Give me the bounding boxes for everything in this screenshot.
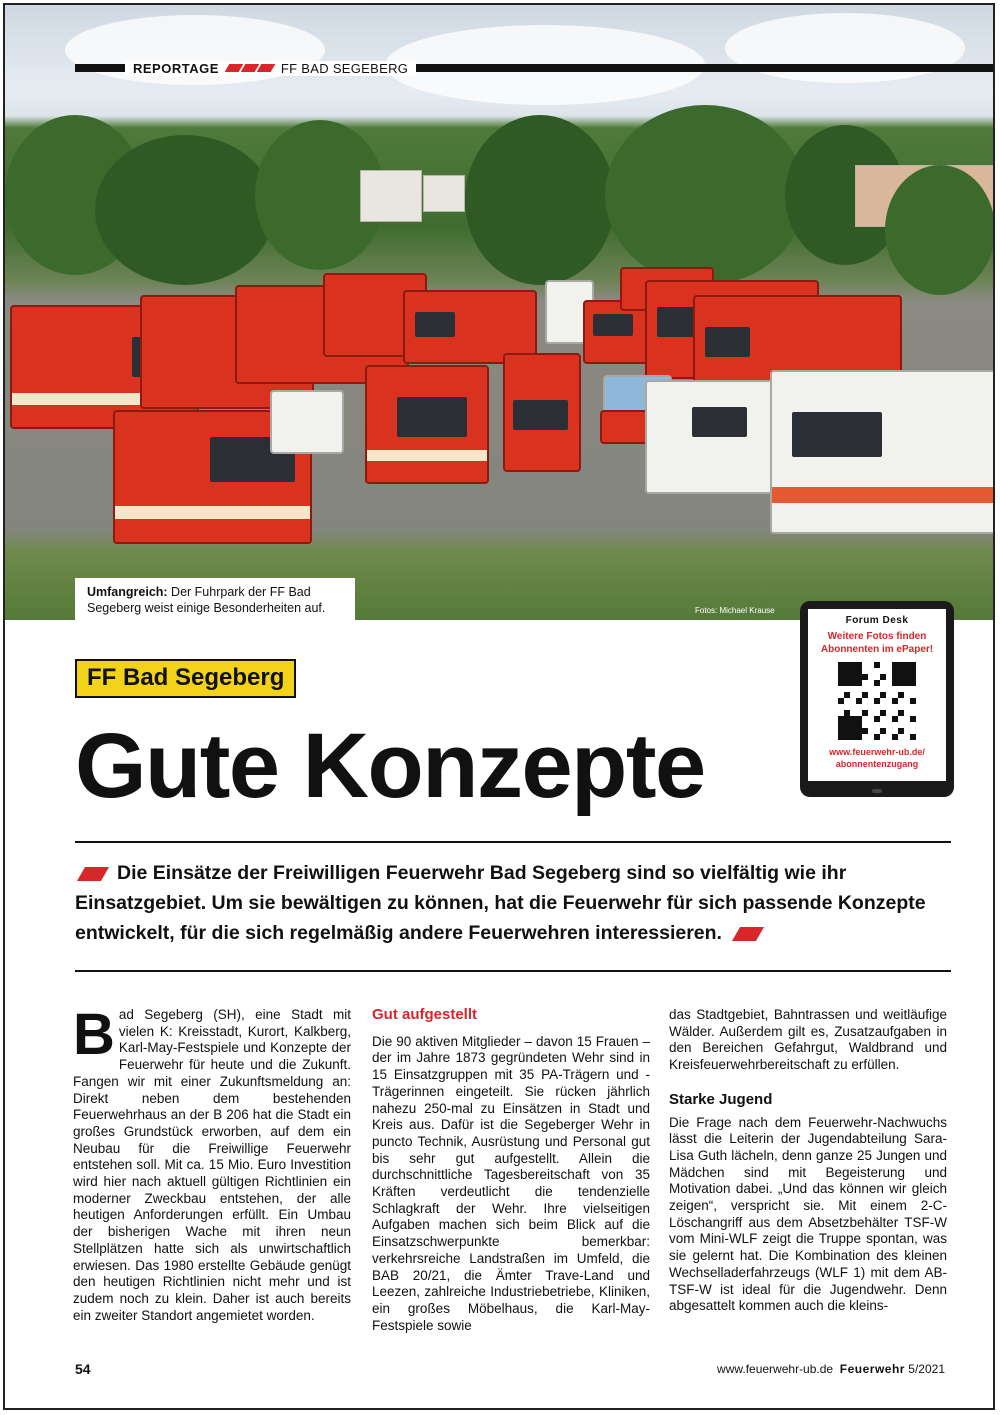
- footer-url[interactable]: www.feuerwehr-ub.de: [717, 1362, 834, 1376]
- qr-code-icon[interactable]: [838, 662, 916, 740]
- drop-cap: B: [73, 1002, 115, 1067]
- forum-desk-tablet: [800, 601, 954, 797]
- photo-credit: Fotos: Michael Krause: [695, 606, 775, 615]
- forum-desk-url2[interactable]: abonnentenzugang: [835, 759, 919, 769]
- section-header: [75, 60, 993, 76]
- column-3: [669, 1007, 947, 1315]
- column-2: [372, 1007, 650, 1334]
- photo-caption: [75, 578, 355, 622]
- section-label: REPORTAGE: [125, 61, 227, 76]
- magazine-page: [3, 3, 995, 1410]
- lead-end-mark-icon: [732, 927, 764, 941]
- article-title: Gute Konzepte: [75, 715, 705, 817]
- header-bar-left: [75, 64, 125, 72]
- fleet-photo: [5, 5, 995, 620]
- tablet-screen: [808, 609, 946, 781]
- rule-top: [75, 841, 951, 843]
- forum-desk-line2: Abonnenten im ePaper!: [820, 644, 934, 655]
- issue-number: 5/2021: [908, 1362, 945, 1376]
- forum-desk-line1: Weitere Fotos finden: [827, 631, 927, 642]
- caption-lead: Umfangreich:: [87, 585, 168, 599]
- rule-bottom: [75, 970, 951, 972]
- lead-paragraph: [75, 858, 951, 948]
- magazine-name: Feuerwehr: [839, 1362, 905, 1376]
- forum-desk-url1[interactable]: www.feuerwehr-ub.de/: [829, 747, 925, 757]
- heading-starke-jugend: Starke Jugend: [669, 1090, 773, 1108]
- caption-text: Der Fuhrpark der FF Bad Segeberg weist einige Besonderheiten auf.: [87, 585, 326, 615]
- forum-desk-title: Forum Desk: [845, 615, 909, 626]
- heading-gut-aufgestellt: Gut aufgestellt: [372, 1006, 478, 1023]
- tablet-home-button: [872, 789, 882, 793]
- subsection-label: FF BAD SEGEBERG: [273, 61, 416, 76]
- lead-text: Die Einsätze der Freiwilligen Feuerwehr Bad Segeberg sind so vielfältig wie ihr Einsatzgebiet. Um sie bewältigen zu können, hat die Feuerwehr für sich passende Konzepte entwickelt, für die sich regelmäßig andere Feuerwehren interessieren.: [75, 862, 926, 944]
- footer-info: [717, 1362, 945, 1376]
- lead-start-mark-icon: [77, 867, 109, 881]
- column-3-text-2: Die Frage nach dem Feuerwehr-Nachwuchs lässt die Leiterin der Jugendabteilung Sara-Lisa Guth lächeln, denn ganze 25 Jungen und Mädchen sind mit Begeisterung und Motivation dabei. „Und das können wir gleich zeigen“, verspricht sie. Mit einem 2-C-Löschangriff aus dem Absetzbehälter TSF-W vom Mini-WLF zeigt die Truppe spontan, was sie gelernt hat. Die Kombination des kleinen Wechselladerfahrzeugs (WLF 1) mit dem AB-TSF-W ist ideal für die Jugendwehr. Denn abgesattelt kommen auch die kleins-: [669, 1114, 947, 1314]
- column-1: [73, 1002, 351, 1324]
- kicker-label: FF Bad Segeberg: [75, 659, 296, 698]
- page-number: 54: [75, 1361, 91, 1377]
- header-bar-right: [416, 64, 993, 72]
- column-1-text: ad Segeberg (SH), eine Stadt mit vielen K: Kreisstadt, Kurort, Kalkberg, Karl-May-Festspiele und Konzepte der Feuerwehr für heute und die Zukunft. Fangen wir mit einer Zukunftsmeldung an: Direkt neben dem bestehenden Feuerwehrhaus an der B 206 hat die Stadt ein großes Grundstück erworben, auf dem ein Neubau für die Freiwillige Feuerwehr entstehen soll. Mit ca. 15 Mio. Euro Investition wird hier nach aktuell gültigen Richtlinien ein moderner Zweckbau entstehen, der alle heutigen Anforderungen erfüllt. Ein Umbau der bisherigen Wache mit ihren neun Stellplätzen hatte sich als unwirtschaftlich erwiesen. Das 1980 erstellte Gebäude genügt den heutigen Richtlinien nicht mehr und ist zudem noch zu klein. Daher ist auch bereits ein zweiter Standort angemietet worden.: [73, 1007, 351, 1323]
- header-slashes: [227, 62, 273, 74]
- column-2-text: Die 90 aktiven Mitglieder – davon 15 Frauen – der im Jahre 1873 gegründeten Wehr sind in 15 Einsatzgruppen mit 35 PA-Trägern und -Trägerinnen eingeteilt. Sie rücken jährlich nahezu 250-mal zu Einsätzen in Stadt und Kreis aus. Dafür ist die Segeberger Wehr in puncto Technik, Ausrüstung und Personal gut bis sehr gut aufgestellt. Allein die durchschnittliche Tagesbereitschaft von 35 Kräften verdeutlicht die tendenzielle Schlagkraft der Wehr. Ihre vielseitigen Aufgaben machen sich beim Blick auf die Einsatzschwerpunkte bemerkbar: verkehrsreiche Landstraßen im Umfeld, die BAB 20/21, die Ämter Trave-Land und Leezen, zahlreiche Industriebetriebe, Kliniken, ein großes Möbelhaus, die Karl-May-Festspiele sowie: [372, 1033, 650, 1333]
- column-3-text-1: das Stadtgebiet, Bahntrassen und weitläufige Wälder. Außerdem gilt es, Zusatzaufgaben in den Bereichen Gefahrgut, Waldbrand und Kreisfeuerwehrbereitschaft zu erfüllen.: [669, 1007, 947, 1073]
